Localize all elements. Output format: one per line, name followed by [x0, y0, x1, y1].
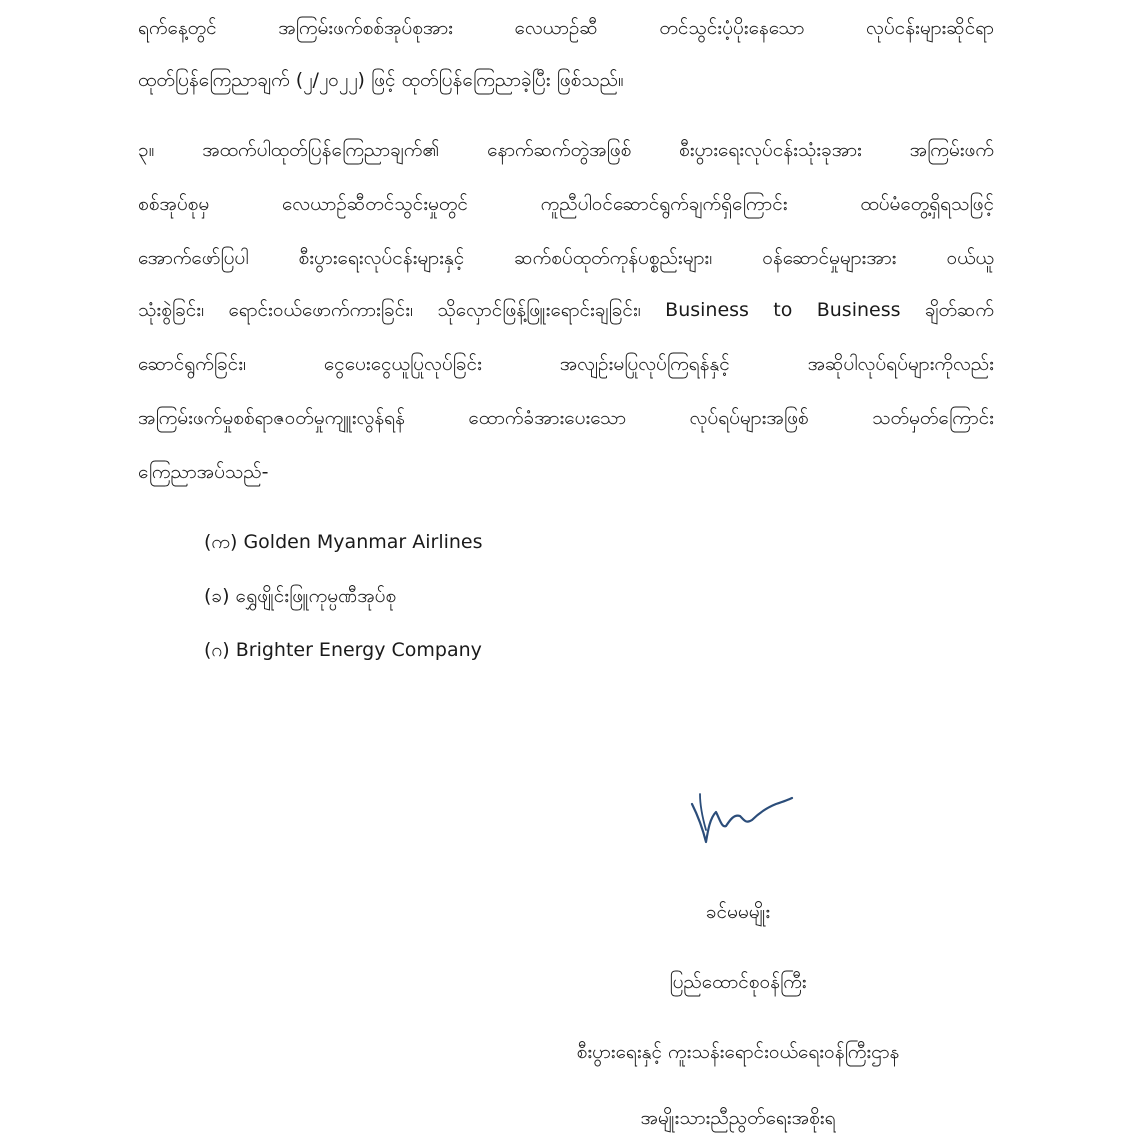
paragraph-2-line-6: အကြမ်းဖက်မှုစစ်ရာဇဝတ်မှုကျူးလွန်ရန် ထောက်ခံအားပေးသော လုပ်ရပ်များအဖြစ် သတ်မှတ်ကြောင်း [138, 407, 994, 429]
paragraph-2-line-7: ကြေညာအပ်သည်- [138, 461, 269, 483]
paragraph-1-line-1: ရက်နေ့တွင် အကြမ်းဖက်စစ်အုပ်စုအား လေယာဉ်ဆီ တင်သွင်းပံ့ပိုးနေသော လုပ်ငန်းများဆိုင်ရာ [138, 17, 994, 39]
signatory-government: အမျိုးသားညီညွတ်ရေးအစိုးရ [640, 1107, 836, 1129]
list-item-ga: (ဂ) Brighter Energy Company [204, 639, 482, 661]
paragraph-2-line-1: ၃။ အထက်ပါထုတ်ပြန်ကြေညာချက်၏ နောက်ဆက်တွဲအဖြစ် စီးပွားရေးလုပ်ငန်းသုံးခုအား အကြမ်းဖက် [138, 139, 994, 161]
signatory-title: ပြည်ထောင်စုဝန်ကြီး [669, 971, 807, 993]
signatory-name: ခင်မမမျိုး [705, 901, 771, 923]
paragraph-2-line-3: အောက်ဖော်ပြပါ စီးပွားရေးလုပ်ငန်းများနှင့် ဆက်စပ်ထုတ်ကုန်ပစ္စည်းများ၊ ဝန်ဆောင်မှုများအား ဝယ်ယူ [138, 247, 994, 269]
list-item-kha: (ခ) ရွှေဖျိုင်းဖြူကုမ္ပဏီအုပ်စု [204, 585, 397, 607]
paragraph-2-line-4: သုံးစွဲခြင်း၊ ရောင်းဝယ်ဖောက်ကားခြင်း၊ သိုလှောင်ဖြန့်ဖြူးရောင်းချခြင်း၊ Business to Business ချိတ်ဆက် [138, 299, 994, 321]
paragraph-1-line-2: ထုတ်ပြန်ကြေညာချက် (၂/၂၀၂၂) ဖြင့် ထုတ်ပြန်ကြေညာခဲ့ပြီး ဖြစ်သည်။ [138, 69, 624, 91]
paragraph-2-line-2: စစ်အုပ်စုမှ လေယာဉ်ဆီတင်သွင်းမှုတွင် ကူညီပါဝင်ဆောင်ရွက်ချက်ရှိကြောင်း ထပ်မံတွေ့ရှိရသဖြင့် [138, 193, 994, 215]
list-item-ka: (က) Golden Myanmar Airlines [204, 531, 483, 553]
paragraph-2-line-5: ဆောင်ရွက်ခြင်း၊ ငွေပေးငွေယူပြုလုပ်ခြင်း အလျဉ်းမပြုလုပ်ကြရန်နှင့် အဆိုပါလုပ်ရပ်များကိုလည်း [138, 353, 994, 375]
signature-mark [686, 790, 798, 848]
signatory-ministry: စီးပွားရေးနှင့် ကူးသန်းရောင်းဝယ်ရေးဝန်ကြီးဌာန [576, 1041, 900, 1063]
